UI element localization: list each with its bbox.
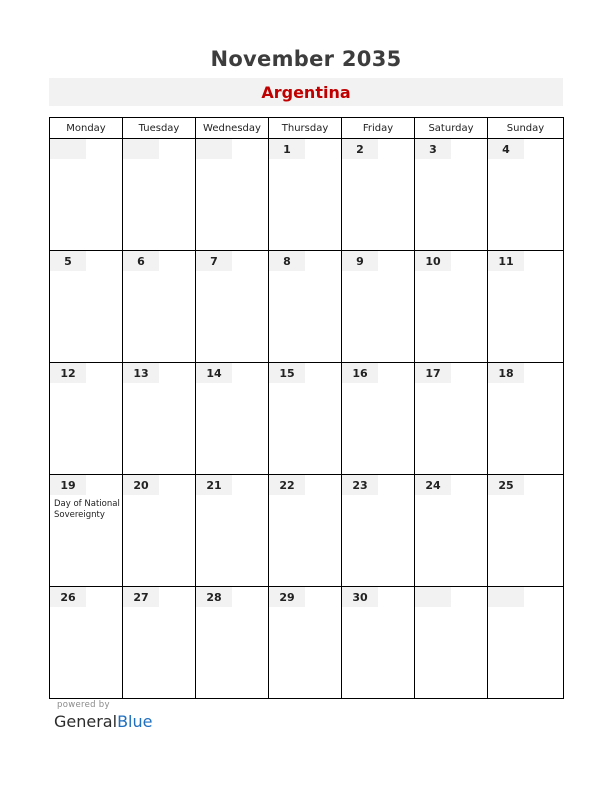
day-cell[interactable] — [123, 363, 196, 475]
brand-general: General — [54, 712, 118, 731]
day-cell[interactable] — [342, 139, 415, 251]
day-cell[interactable] — [488, 139, 564, 251]
day-cell[interactable] — [269, 139, 342, 251]
day-number: 10 — [415, 251, 451, 271]
day-number: 25 — [488, 475, 524, 495]
day-number: 17 — [415, 363, 451, 383]
day-cell[interactable] — [488, 363, 564, 475]
day-cell[interactable] — [123, 475, 196, 587]
day-number: 14 — [196, 363, 232, 383]
day-number — [196, 139, 232, 159]
day-number: 23 — [342, 475, 378, 495]
day-cell[interactable] — [342, 587, 415, 699]
day-cell[interactable] — [488, 251, 564, 363]
weekday-header: Friday — [342, 118, 415, 139]
day-number: 30 — [342, 587, 378, 607]
page-title: November 2035 — [210, 47, 402, 71]
day-cell[interactable] — [50, 587, 123, 699]
day-number: 13 — [123, 363, 159, 383]
day-cell[interactable] — [196, 587, 269, 699]
day-number: 22 — [269, 475, 305, 495]
brand-blue: Blue — [117, 712, 153, 731]
weekday-header: Tuesday — [123, 118, 196, 139]
day-cell[interactable] — [415, 475, 488, 587]
week-row — [50, 139, 564, 251]
day-number: 29 — [269, 587, 305, 607]
day-number: 7 — [196, 251, 232, 271]
day-cell[interactable] — [50, 139, 123, 251]
week-row — [50, 363, 564, 475]
week-row — [50, 475, 564, 587]
weekday-header: Thursday — [269, 118, 342, 139]
day-cell[interactable] — [196, 363, 269, 475]
day-number: 11 — [488, 251, 524, 271]
weekday-header-row — [50, 118, 564, 139]
generalblue-logo[interactable] — [54, 712, 152, 731]
day-cell[interactable] — [196, 475, 269, 587]
day-number: 8 — [269, 251, 305, 271]
day-number: 15 — [269, 363, 305, 383]
holiday-label: Day of National Sovereignty — [54, 499, 120, 520]
day-cell[interactable] — [415, 139, 488, 251]
day-number: 24 — [415, 475, 451, 495]
day-cell[interactable] — [415, 251, 488, 363]
country-bar — [49, 78, 563, 106]
day-number: 28 — [196, 587, 232, 607]
day-cell[interactable] — [342, 363, 415, 475]
day-cell[interactable] — [488, 475, 564, 587]
day-number: 26 — [50, 587, 86, 607]
day-cell[interactable] — [196, 139, 269, 251]
day-number: 6 — [123, 251, 159, 271]
country-name: Argentina — [261, 83, 351, 102]
day-cell[interactable] — [123, 587, 196, 699]
day-cell[interactable] — [415, 587, 488, 699]
day-cell[interactable] — [269, 475, 342, 587]
weekday-header: Sunday — [488, 118, 564, 139]
day-number — [123, 139, 159, 159]
day-number: 20 — [123, 475, 159, 495]
day-cell[interactable] — [50, 363, 123, 475]
day-cell[interactable] — [269, 587, 342, 699]
calendar-grid — [49, 117, 564, 699]
week-row — [50, 251, 564, 363]
day-number: 19 — [50, 475, 86, 495]
day-number: 9 — [342, 251, 378, 271]
week-row — [50, 587, 564, 699]
day-number: 3 — [415, 139, 451, 159]
weekday-header: Monday — [50, 118, 123, 139]
day-cell[interactable] — [342, 251, 415, 363]
day-cell[interactable] — [123, 251, 196, 363]
day-number — [50, 139, 86, 159]
day-number: 1 — [269, 139, 305, 159]
weekday-header: Saturday — [415, 118, 488, 139]
day-cell[interactable] — [50, 475, 123, 587]
day-cell[interactable] — [269, 251, 342, 363]
day-number: 27 — [123, 587, 159, 607]
day-cell[interactable] — [342, 475, 415, 587]
day-number: 18 — [488, 363, 524, 383]
powered-by-text: powered by — [57, 700, 110, 710]
day-cell[interactable] — [123, 139, 196, 251]
day-number — [415, 587, 451, 607]
day-cell[interactable] — [415, 363, 488, 475]
day-number: 12 — [50, 363, 86, 383]
day-cell[interactable] — [488, 587, 564, 699]
day-number: 2 — [342, 139, 378, 159]
day-number: 16 — [342, 363, 378, 383]
day-cell[interactable] — [50, 251, 123, 363]
weekday-header: Wednesday — [196, 118, 269, 139]
day-cell[interactable] — [269, 363, 342, 475]
day-number: 21 — [196, 475, 232, 495]
day-cell[interactable] — [196, 251, 269, 363]
day-number: 5 — [50, 251, 86, 271]
day-number: 4 — [488, 139, 524, 159]
day-number — [488, 587, 524, 607]
